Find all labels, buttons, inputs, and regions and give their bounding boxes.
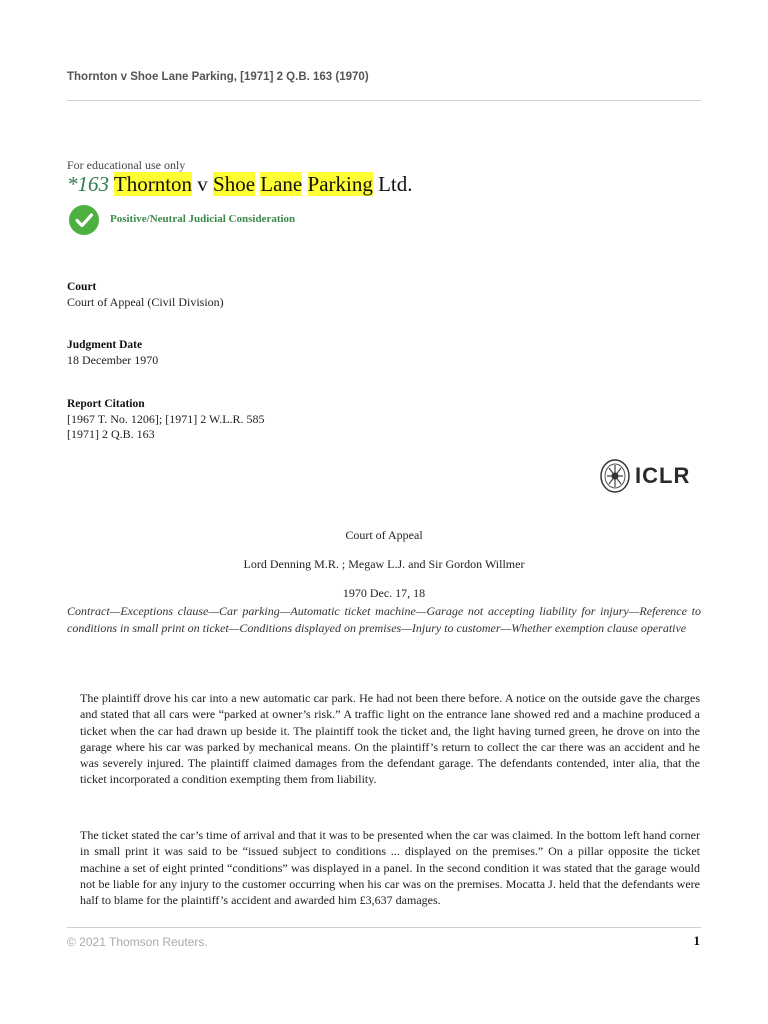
title-shoe: Shoe (213, 172, 256, 196)
iclr-crest-icon (599, 458, 631, 494)
court-value: Court of Appeal (Civil Division) (67, 295, 224, 309)
report-citation-label: Report Citation (67, 398, 145, 410)
title-versus: v (197, 172, 208, 196)
headnote-paragraph-2: The ticket stated the car’s time of arrival and that it was to be presented when the car was claimed. In the bottom left hand corner in small print it was said to be “issued subject to conditions ... displayed on the premises.” On a pillar opposite the ticket machine a set of eight printed “conditions” was displayed in a panel. In the second condition it was stated that the garage would not be liable for any injury to the customer occurring when his car was on the premises. Mocatta J. held that the defendants were half to blame for the plaintiff’s accident and awarded him £3,637 damages. (80, 828, 700, 908)
case-title (67, 172, 413, 197)
hearing-dates: 1970 Dec. 17, 18 (342, 586, 426, 600)
treatment-status[interactable]: Positive/Neutral Judicial Consideration (110, 213, 296, 225)
page-reference: *163 (67, 172, 109, 196)
report-citation-line1: [1967 T. No. 1206]; [1971] 2 W.L.R. 585 (67, 412, 265, 426)
iclr-logo (599, 458, 690, 494)
court-heading: Court of Appeal (345, 528, 423, 542)
page-number: 1 (693, 933, 700, 948)
title-thornton: Thornton (113, 172, 193, 196)
judgment-date-label: Judgment Date (67, 339, 143, 351)
report-citation-line2: [1971] 2 Q.B. 163 (67, 427, 155, 441)
educational-use-note: For educational use only (67, 158, 186, 172)
footer-copyright: © 2021 Thomson Reuters. (67, 935, 208, 949)
checkmark-circle-icon (68, 204, 100, 236)
running-header-title: Thornton v Shoe Lane Parking, [1971] 2 Q.B. 163 (1970) (67, 71, 369, 83)
headnote-paragraph-1: The plaintiff drove his car into a new automatic car park. He had not been there before. A notice on the outside gave the charges and stated that all cars were “parked at owner’s risk.” A traffic light on the entrance lane showed red and a machine produced a ticket when the car had drawn up beside it. The plaintiff took the ticket and, the light having turned green, he drove on into the garage where his car was parked by mechanical means. On the plaintiff’s return to collect the car there was an accident and he was severely injured. The plaintiff claimed damages from the defendant garage. The defendants contended, inter alia, that the ticket incorporated a condition exempting them from liability. (80, 691, 700, 787)
court-label: Court (67, 281, 97, 293)
title-lane: Lane (260, 172, 303, 196)
judgment-date-value: 18 December 1970 (67, 353, 159, 367)
judges-line: Lord Denning M.R. ; Megaw L.J. and Sir Gordon Willmer (243, 557, 525, 571)
footer-divider (67, 927, 701, 928)
iclr-logo-text: ICLR (635, 463, 691, 488)
header-divider (67, 100, 701, 101)
title-ltd: Ltd. (378, 172, 413, 196)
catchwords: Contract—Exceptions clause—Car parking—Automatic ticket machine—Garage not accepting liability for injury—Reference to conditions in small print on ticket—Conditions displayed on premises—Injury to customer—Whether exemption clause operative (67, 604, 701, 635)
title-parking: Parking (307, 172, 373, 196)
